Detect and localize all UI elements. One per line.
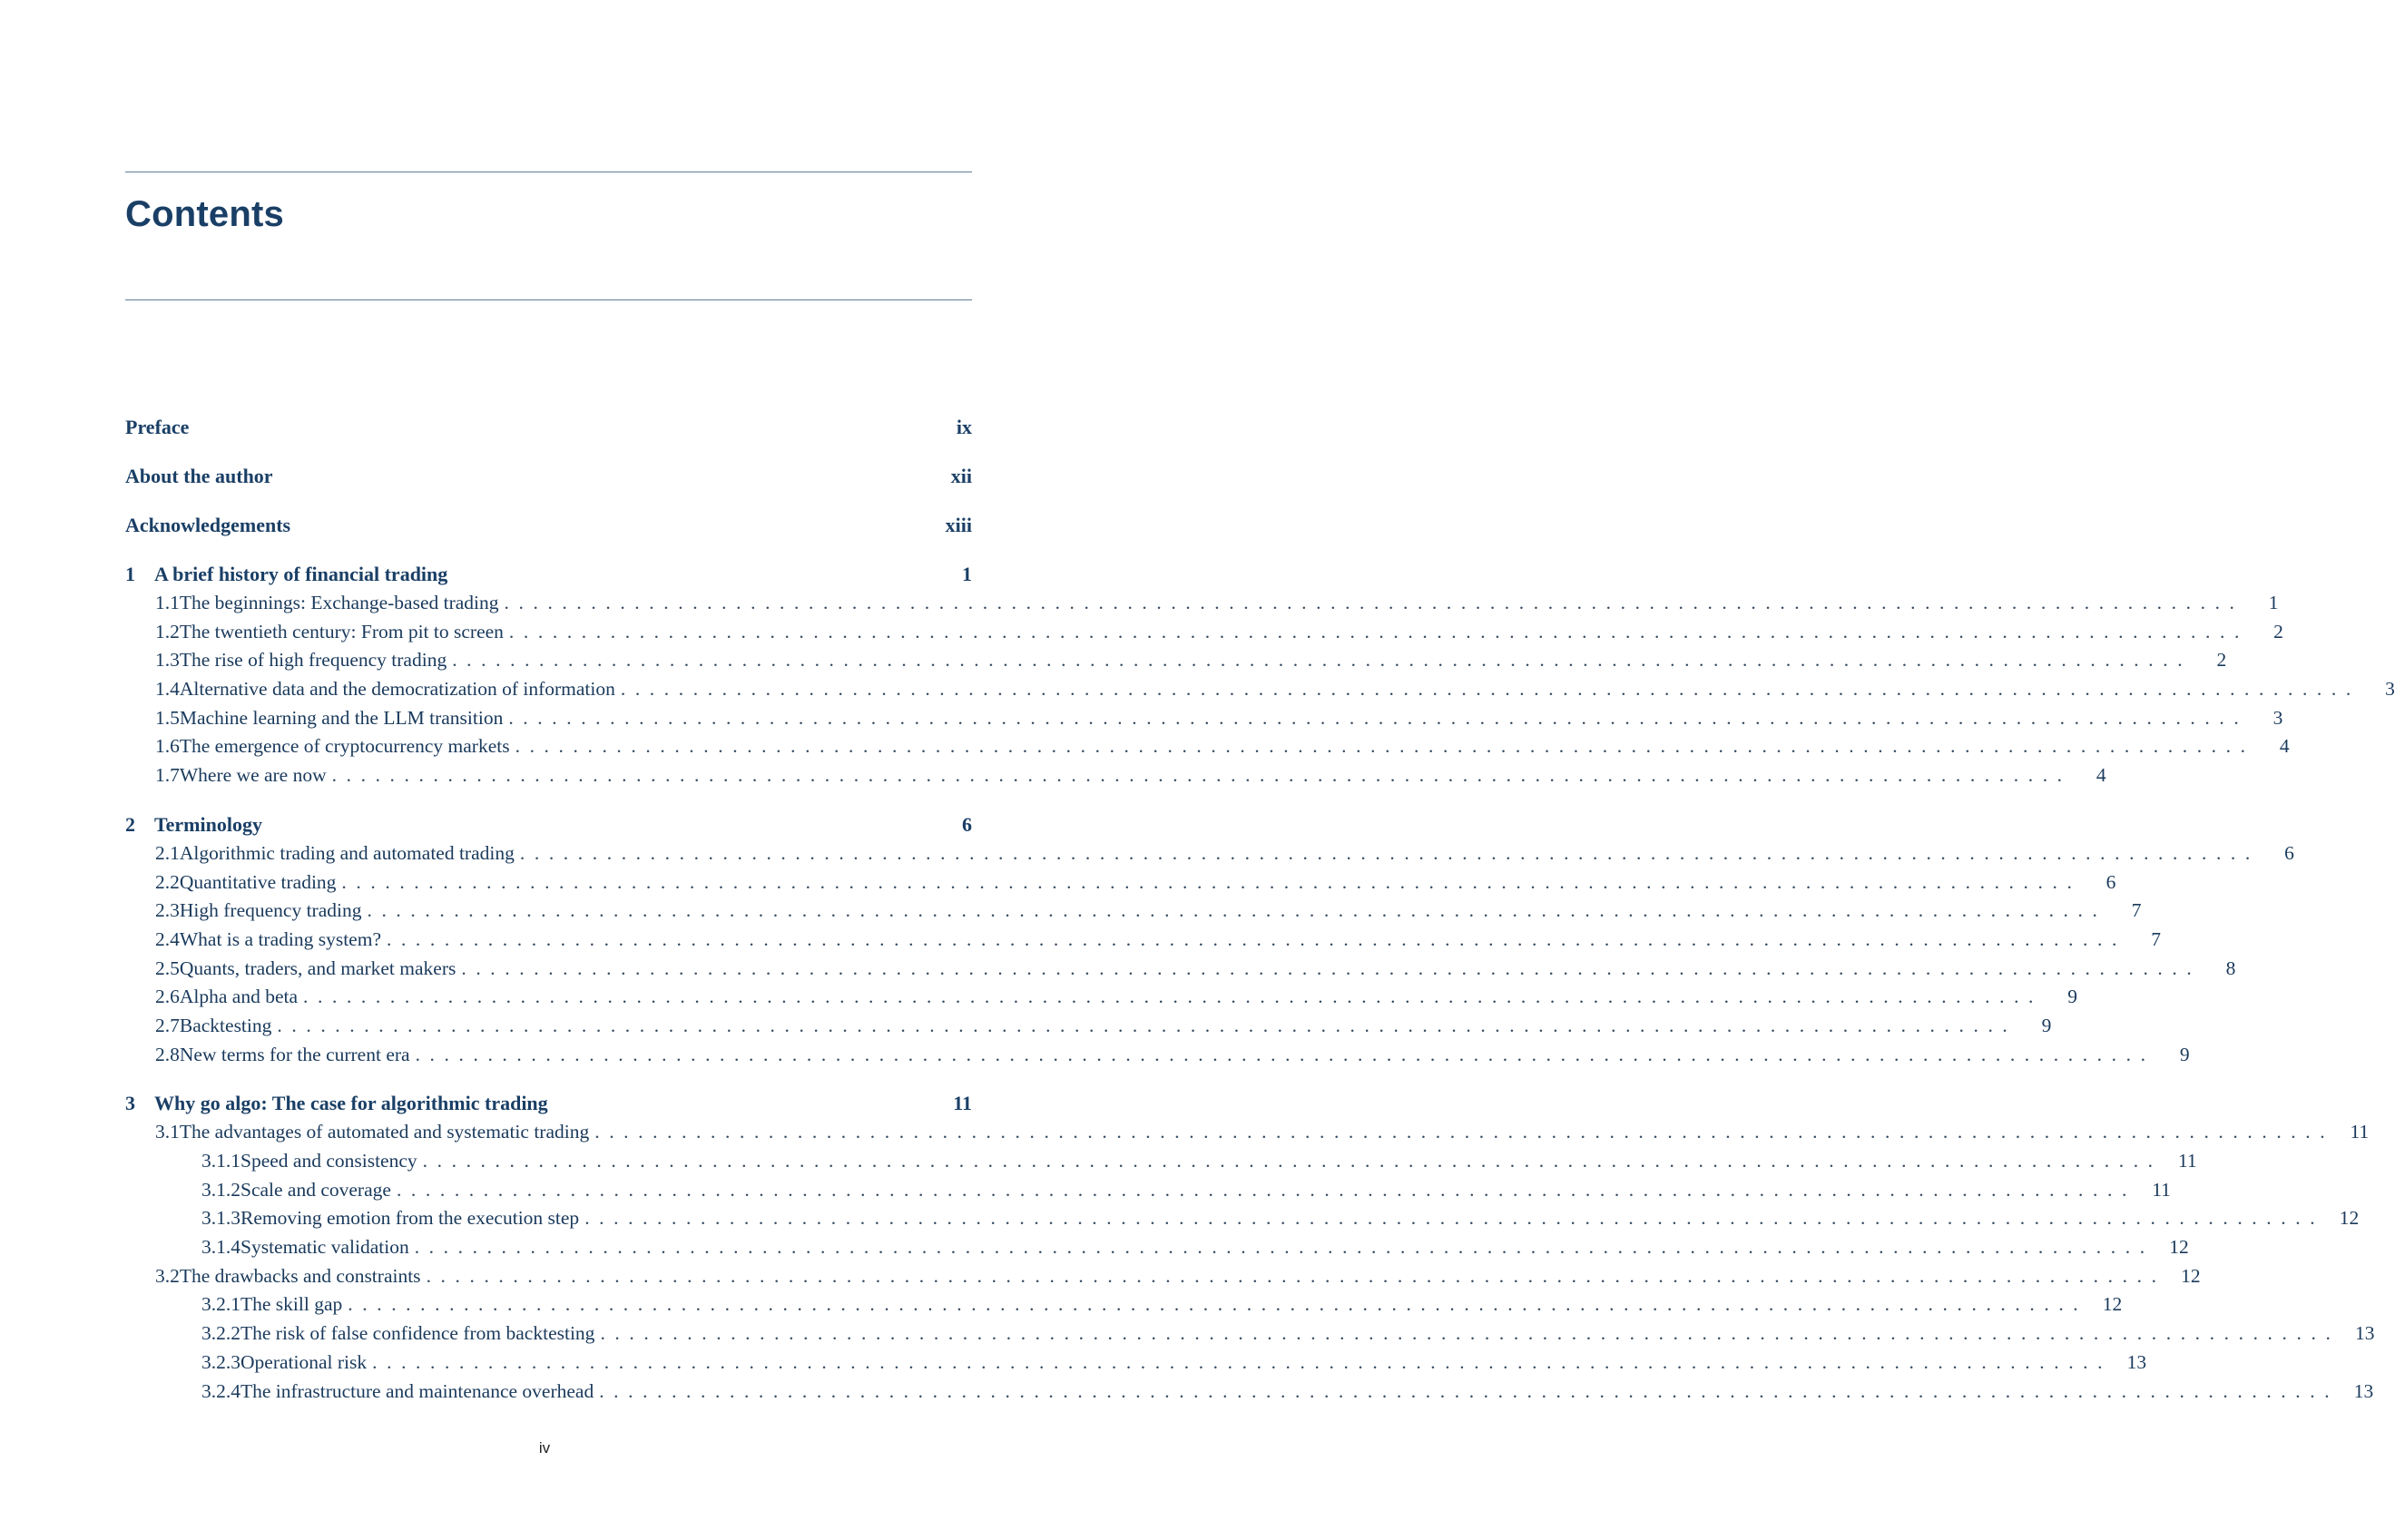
section-page: 12 <box>2181 1264 2201 1287</box>
subsection-page: 13 <box>2353 1379 2374 1402</box>
section-number: 1.7 <box>155 764 180 787</box>
dot-leader: ........................................................................................................................ <box>367 899 2107 922</box>
subsection-page: 12 <box>2339 1207 2360 1230</box>
toc-section[interactable] <box>125 956 2236 986</box>
section-number: 2.3 <box>155 899 180 922</box>
subsection-title: Operational risk <box>240 1350 368 1373</box>
page-number: iv <box>538 1439 551 1457</box>
section-title: Quantitative trading <box>179 870 337 893</box>
dot-leader: ........................................................................................................................ <box>396 1178 2136 1201</box>
section-title: Quants, traders, and market makers <box>179 956 456 979</box>
subsection-number: 3.1.1 <box>201 1150 240 1172</box>
section-number: 1.4 <box>155 678 180 701</box>
section-number: 1.3 <box>155 649 180 672</box>
section-title: New terms for the current era <box>179 1043 410 1065</box>
section-page: 4 <box>2096 764 2106 787</box>
toc-entry-page: xiii <box>945 514 972 536</box>
toc-section[interactable] <box>125 735 2290 764</box>
toc-chapter-1[interactable] <box>125 563 972 592</box>
subsection-number: 3.1.4 <box>201 1236 240 1259</box>
toc-entry-acknowledgements[interactable] <box>125 514 972 563</box>
section-number: 2.5 <box>155 956 180 979</box>
toc-subsection[interactable] <box>125 1322 2375 1351</box>
section-page: 2 <box>2273 620 2283 642</box>
toc-section[interactable] <box>125 1043 2190 1073</box>
section-title: What is a trading system? <box>179 927 381 950</box>
chapter-page: 6 <box>962 812 972 836</box>
section-page: 9 <box>2041 1014 2052 1036</box>
dot-leader: ........................................................................................................................ <box>594 1121 2335 1143</box>
subsection-number: 3.2.3 <box>201 1350 240 1373</box>
section-number: 2.1 <box>155 841 180 864</box>
chapter-page: 1 <box>962 563 972 585</box>
toc-subsection[interactable] <box>125 1236 2189 1265</box>
chapter-title: A brief history of financial trading <box>154 563 448 585</box>
section-page: 3 <box>2385 678 2395 701</box>
section-page: 9 <box>2067 986 2078 1008</box>
subsection-page: 11 <box>2177 1150 2197 1172</box>
dot-leader: ........................................................................................................................ <box>386 927 2126 950</box>
subsection-title: Scale and coverage <box>240 1178 391 1201</box>
section-title: High frequency trading <box>179 899 362 922</box>
section-number: 3.2 <box>155 1264 180 1287</box>
section-page: 7 <box>2151 927 2161 950</box>
section-title: The beginnings: Exchange-based trading <box>179 592 499 613</box>
toc-entry-title: About the author <box>125 465 273 487</box>
dot-leader: ........................................................................................................................ <box>461 956 2202 979</box>
subsection-page: 11 <box>2152 1178 2171 1201</box>
toc-entry-title: Preface <box>125 416 190 438</box>
toc-section[interactable] <box>125 986 2078 1015</box>
toc-section[interactable] <box>125 1014 2052 1044</box>
toc-section[interactable] <box>125 649 2227 678</box>
toc-section[interactable] <box>125 1264 2201 1294</box>
subsection-number: 3.1.2 <box>201 1178 240 1201</box>
bottom-rule <box>125 299 972 300</box>
section-page: 7 <box>2131 899 2142 922</box>
section-title: Machine learning and the LLM transition <box>179 706 504 729</box>
dot-leader: ........................................................................................................................ <box>519 841 2260 864</box>
section-number: 2.8 <box>155 1043 180 1065</box>
toc-entry-title: Acknowledgements <box>125 514 291 536</box>
chapter-title: Terminology <box>154 812 262 836</box>
section-page: 1 <box>2268 592 2279 613</box>
section-title: Alternative data and the democratization of information <box>179 678 615 701</box>
dot-leader: ........................................................................................................................ <box>372 1350 2113 1373</box>
toc-entry-page: xii <box>950 465 972 487</box>
toc-section[interactable] <box>125 764 2106 793</box>
dot-leader: ........................................................................................................................ <box>331 764 2072 787</box>
dot-leader: ........................................................................................................................ <box>599 1379 2340 1402</box>
subsection-number: 3.1.3 <box>201 1207 240 1230</box>
toc-entry-page: ix <box>956 416 972 438</box>
subsection-title: The infrastructure and maintenance overhead <box>240 1379 594 1402</box>
section-title: The emergence of cryptocurrency markets <box>179 735 510 758</box>
section-page: 6 <box>2284 841 2294 864</box>
dot-leader: ........................................................................................................................ <box>508 706 2249 729</box>
toc-entry-preface[interactable] <box>125 416 972 465</box>
section-number: 2.6 <box>155 986 180 1008</box>
toc-section[interactable] <box>125 841 2294 871</box>
subsection-page: 12 <box>2102 1293 2123 1316</box>
section-title: The drawbacks and constraints <box>179 1264 421 1287</box>
section-title: The advantages of automated and systematic trading <box>179 1121 590 1143</box>
subsection-title: The risk of false confidence from backtesting <box>240 1322 595 1345</box>
toc-section[interactable] <box>125 678 2395 707</box>
section-title: Algorithmic trading and automated trading <box>179 841 515 864</box>
subsection-title: Speed and consistency <box>240 1150 417 1172</box>
section-title: Backtesting <box>179 1014 272 1036</box>
toc-chapter-3[interactable] <box>125 1092 972 1121</box>
toc-section[interactable] <box>125 870 2116 900</box>
chapter-title: Why go algo: The case for algorithmic trading <box>154 1092 548 1115</box>
toc-subsection[interactable] <box>125 1150 2197 1179</box>
toc-subsection[interactable] <box>125 1350 2147 1380</box>
dot-leader: ........................................................................................................................ <box>303 986 2044 1008</box>
dot-leader: ........................................................................................................................ <box>426 1264 2166 1287</box>
toc-chapter-2[interactable] <box>125 813 972 842</box>
section-number: 2.4 <box>155 927 180 950</box>
section-title: Where we are now <box>179 764 327 787</box>
chapter-number: 3 <box>125 1092 135 1115</box>
dot-leader: ........................................................................................................................ <box>508 620 2249 642</box>
toc-subsection[interactable] <box>125 1207 2360 1236</box>
dot-leader: ........................................................................................................................ <box>348 1293 2088 1316</box>
section-number: 1.6 <box>155 735 180 758</box>
toc-subsection[interactable] <box>125 1293 2123 1322</box>
subsection-page: 13 <box>2354 1322 2375 1345</box>
toc-section[interactable] <box>125 592 2279 621</box>
toc-entry-about-author[interactable] <box>125 465 972 514</box>
dot-leader: ........................................................................................................................ <box>341 870 2082 893</box>
subsection-number: 3.2.2 <box>201 1322 240 1345</box>
section-number: 2.2 <box>155 870 180 893</box>
section-page: 4 <box>2279 735 2290 758</box>
section-number: 3.1 <box>155 1121 180 1143</box>
section-page: 3 <box>2272 706 2283 729</box>
section-page: 8 <box>2225 956 2236 979</box>
section-title: The rise of high frequency trading <box>179 649 447 672</box>
section-title: The twentieth century: From pit to screen <box>179 620 504 642</box>
dot-leader: ........................................................................................................................ <box>600 1322 2341 1345</box>
subsection-number: 3.2.1 <box>201 1293 240 1316</box>
section-page: 2 <box>2216 649 2227 672</box>
dot-leader: ........................................................................................................................ <box>452 649 2193 672</box>
toc-section[interactable] <box>125 706 2283 736</box>
section-page: 9 <box>2179 1043 2190 1065</box>
subsection-title: Systematic validation <box>240 1236 409 1259</box>
dot-leader: ........................................................................................................................ <box>620 678 2361 701</box>
dot-leader: ........................................................................................................................ <box>422 1150 2163 1172</box>
toc-section[interactable] <box>125 927 2161 957</box>
subsection-page: 13 <box>2126 1350 2147 1373</box>
toc-section[interactable] <box>125 899 2142 928</box>
section-number: 1.1 <box>155 592 180 613</box>
toc-subsection[interactable] <box>125 1178 2171 1208</box>
dot-leader: ........................................................................................................................ <box>504 592 2244 613</box>
section-page: 11 <box>2350 1121 2370 1143</box>
subsection-title: Removing emotion from the execution step <box>240 1207 580 1230</box>
toc-section[interactable] <box>125 620 2283 650</box>
page-title: Contents <box>125 194 284 234</box>
section-page: 6 <box>2105 870 2116 893</box>
table-of-contents <box>125 416 2395 1408</box>
dot-leader: ........................................................................................................................ <box>277 1014 2017 1036</box>
dot-leader: ........................................................................................................................ <box>414 1236 2155 1259</box>
section-title: Alpha and beta <box>179 986 299 1008</box>
section-number: 1.2 <box>155 620 180 642</box>
toc-subsection[interactable] <box>125 1379 2374 1409</box>
chapter-number: 1 <box>125 563 135 585</box>
subsection-title: The skill gap <box>240 1293 343 1316</box>
subsection-page: 12 <box>2169 1236 2189 1259</box>
section-number: 1.5 <box>155 706 180 729</box>
chapter-number: 2 <box>125 812 135 836</box>
subsection-number: 3.2.4 <box>201 1379 240 1402</box>
section-number: 2.7 <box>155 1014 180 1036</box>
dot-leader: ........................................................................................................................ <box>584 1207 2325 1230</box>
dot-leader: ........................................................................................................................ <box>415 1043 2155 1065</box>
dot-leader: ........................................................................................................................ <box>515 735 2255 758</box>
toc-section[interactable] <box>125 1121 2370 1150</box>
chapter-page: 11 <box>953 1092 972 1115</box>
